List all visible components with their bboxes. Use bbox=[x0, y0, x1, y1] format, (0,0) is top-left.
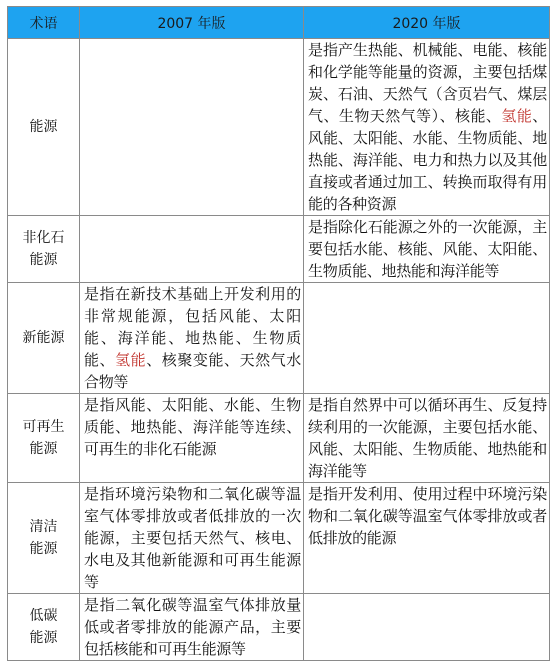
definition-text: 、核聚变能、天然气水合物等 bbox=[84, 351, 301, 391]
term-cell bbox=[8, 483, 80, 594]
definition-2007-cell bbox=[80, 39, 304, 216]
term-cell bbox=[8, 594, 80, 661]
term-row bbox=[8, 39, 550, 216]
term-label: 能源 bbox=[29, 119, 58, 135]
definition-text: 、风能、太阳能、水能、生物质能、地热能、海洋能、电力和热力以及其他直接或者通过加工、转换而取得有用能的各种资源 bbox=[308, 107, 547, 213]
term-label: 能源 bbox=[29, 541, 58, 557]
definition-text: 是指产生热能、机械能、电能、核能和化学能等能量的资源，主要包括煤炭、石油、天然气（含页岩气、煤层气、生物天然气等）、核能、 bbox=[308, 41, 547, 125]
term-cell bbox=[8, 39, 80, 216]
definition-2007-cell bbox=[80, 283, 304, 394]
term-label: 能源 bbox=[29, 630, 58, 646]
definition-text: 是指除化石能源之外的一次能源，主要包括水能、核能、风能、太阳能、生物质能、地热能和海洋能等 bbox=[308, 218, 547, 280]
term-row bbox=[8, 483, 550, 594]
definition-text: 是指开发利用、使用过程中环境污染物和二氧化碳等温室气体零排放或者低排放的能源 bbox=[308, 485, 547, 547]
definition-2020-cell bbox=[304, 39, 550, 216]
definition-2007-cell bbox=[80, 483, 304, 594]
term-label: 新能源 bbox=[22, 330, 65, 346]
header-2007: 2007 年版 bbox=[80, 7, 304, 39]
term-row bbox=[8, 594, 550, 661]
definition-2020-cell bbox=[304, 594, 550, 661]
energy-terms-table bbox=[7, 6, 550, 661]
definition-text: 是指二氧化碳等温室气体排放量低或者零排放的能源产品，主要包括核能和可再生能源等 bbox=[84, 596, 301, 658]
term-cell bbox=[8, 283, 80, 394]
definition-2020-cell bbox=[304, 283, 550, 394]
term-label: 低碳 bbox=[29, 608, 58, 624]
header-row bbox=[8, 7, 550, 39]
term-label: 可再生 bbox=[22, 419, 65, 435]
definition-2007-cell bbox=[80, 216, 304, 283]
term-label: 清洁 bbox=[29, 519, 58, 535]
definition-2020-cell bbox=[304, 394, 550, 483]
term-cell bbox=[8, 216, 80, 283]
term-label: 能源 bbox=[29, 441, 58, 457]
term-label: 非化石 bbox=[22, 230, 65, 246]
definition-text: 是指自然界中可以循环再生、反复持续利用的一次能源，主要包括水能、风能、太阳能、生物质能、地热能和海洋能等 bbox=[308, 396, 547, 480]
definition-text: 是指在新技术基础上开发利用的非常规能源，包括风能、太阳能、海洋能、地热能、生物质能、 bbox=[84, 285, 301, 369]
term-row bbox=[8, 394, 550, 483]
definition-2007-cell bbox=[80, 594, 304, 661]
definition-2020-cell bbox=[304, 216, 550, 283]
term-cell bbox=[8, 394, 80, 483]
definition-text: 是指环境污染物和二氧化碳等温室气体零排放或者低排放的一次能源，主要包括天然气、核电、水电及其他新能源和可再生能源等 bbox=[84, 485, 301, 591]
definition-2007-cell bbox=[80, 394, 304, 483]
highlighted-term: 氢能 bbox=[501, 107, 533, 125]
term-label: 能源 bbox=[29, 252, 58, 268]
term-row bbox=[8, 283, 550, 394]
header-term: 术语 bbox=[8, 7, 80, 39]
header-2020: 2020 年版 bbox=[304, 7, 550, 39]
definition-2020-cell bbox=[304, 483, 550, 594]
term-row bbox=[8, 216, 550, 283]
highlighted-term: 氢能 bbox=[115, 351, 147, 369]
definition-text: 是指风能、太阳能、水能、生物质能、地热能、海洋能等连续、可再生的非化石能源 bbox=[84, 396, 301, 458]
